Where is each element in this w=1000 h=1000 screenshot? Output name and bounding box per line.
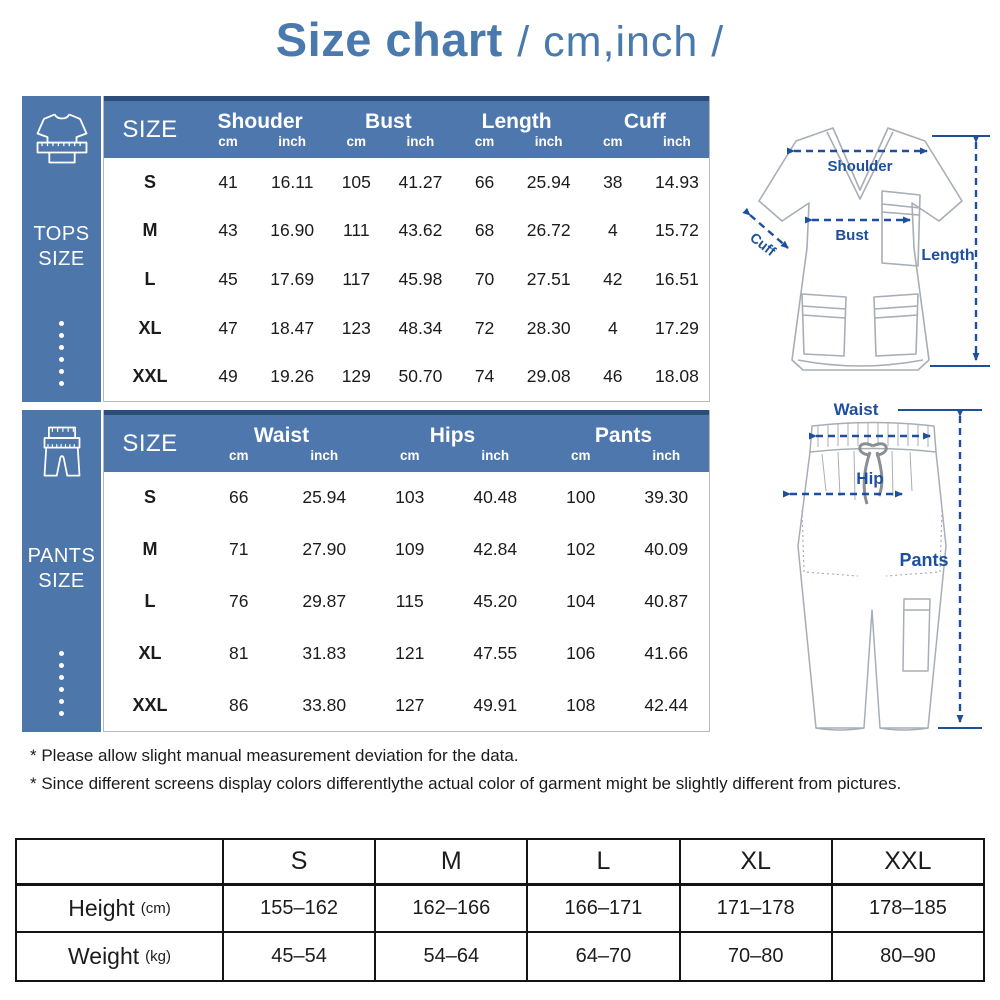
table-row: XL 47 18.47 123 48.34 72 28.30 4 17.29 xyxy=(138,317,699,338)
shoulder-arrow-label: Shoulder xyxy=(827,158,893,175)
pants-group-pants: Pants cm inch xyxy=(570,423,681,464)
table-row: Height (cm) 155–162 162–166 166–171 171–178 178–185 xyxy=(17,886,983,933)
table-row: L 76 29.87 115 45.20 104 40.87 xyxy=(144,590,689,611)
pants-group-hips: Hips cm inch xyxy=(399,423,510,464)
col-header-xl: XL xyxy=(679,840,831,883)
pants-sidebar-line1: PANTS xyxy=(27,544,96,567)
tops-shirt-icon xyxy=(33,109,91,172)
table-row: S 41 16.11 105 41.27 66 25.94 38 14.93 xyxy=(143,171,699,192)
tops-group-bust: Bust cm inch xyxy=(346,109,435,150)
pants-sidebar-label xyxy=(28,544,96,594)
length-arrow-label: Length xyxy=(921,247,975,264)
col-header-xxl: XXL xyxy=(831,840,983,883)
table-row: XXL 86 33.80 127 49.91 108 42.44 xyxy=(132,694,689,715)
height-weight-header-row xyxy=(17,840,983,886)
waist-arrow-label: Waist xyxy=(833,400,879,419)
tops-group-shoulder: Shouder cm inch xyxy=(217,109,307,150)
table-row: XL 81 31.83 121 47.55 106 41.66 xyxy=(138,642,689,663)
tops-group-length: Length cm inch xyxy=(474,109,563,150)
tops-table-header xyxy=(104,96,709,158)
table-row: XXL 49 19.26 129 50.70 74 29.08 46 18.08 xyxy=(132,366,699,387)
weight-row-label: Weight (kg) xyxy=(67,943,171,969)
tops-size-header: SIZE xyxy=(122,115,178,143)
table-row: M 43 16.90 111 43.62 68 26.72 4 15.72 xyxy=(142,220,699,241)
note-measurement-deviation: * Please allow slight manual measurement deviation for the data. xyxy=(30,746,519,765)
empty-corner-cell xyxy=(17,840,222,883)
table-row: L 45 17.69 117 45.98 70 27.51 42 16.51 xyxy=(144,268,699,289)
height-weight-table xyxy=(15,838,985,982)
tops-sidebar-label xyxy=(33,222,89,272)
pants-size-header: SIZE xyxy=(122,429,178,457)
tops-group-cuff: Cuff cm inch xyxy=(603,109,691,150)
tops-sidebar xyxy=(22,96,101,402)
table-row: S 66 25.94 103 40.48 100 39.30 xyxy=(143,487,689,508)
tops-dotted-divider xyxy=(59,321,64,386)
scrub-pants-arrows xyxy=(790,410,982,728)
col-header-m: M xyxy=(374,840,526,883)
tops-sidebar-line1: TOPS xyxy=(33,222,90,245)
scrub-pants-diagram xyxy=(752,396,992,741)
pants-table-header xyxy=(104,410,709,472)
pants-sidebar-line2: SIZE xyxy=(38,569,85,592)
notes xyxy=(30,742,975,797)
table-row: Weight (kg) 45–54 54–64 64–70 70–80 80–90 xyxy=(17,933,983,980)
note-color-difference: * Since different screens display colors differentlythe actual color of garment might be slightly different from pictures. xyxy=(30,773,902,793)
bust-arrow-label: Bust xyxy=(835,227,869,244)
title-suffix: / cm,inch / xyxy=(517,18,725,66)
tops-size-table xyxy=(103,96,710,402)
pants-sidebar xyxy=(22,410,101,732)
pants-arrow-label: Pants xyxy=(899,550,949,570)
scrub-top-diagram xyxy=(732,98,992,398)
height-row-label: Height (cm) xyxy=(68,895,171,921)
col-header-l: L xyxy=(526,840,678,883)
pants-dotted-divider xyxy=(59,651,64,716)
table-row: M 71 27.90 109 42.84 102 40.09 xyxy=(142,539,689,560)
hip-arrow-label: Hip xyxy=(856,469,884,488)
pants-group-waist: Waist cm inch xyxy=(228,423,339,464)
tops-sidebar-line2: SIZE xyxy=(38,247,85,270)
pants-icon xyxy=(34,423,90,486)
page-title xyxy=(0,12,1000,67)
cuff-arrow-label: Cuff xyxy=(747,229,780,259)
pants-size-table xyxy=(103,410,710,732)
title-main: Size chart xyxy=(275,13,503,66)
col-header-s: S xyxy=(222,840,374,883)
